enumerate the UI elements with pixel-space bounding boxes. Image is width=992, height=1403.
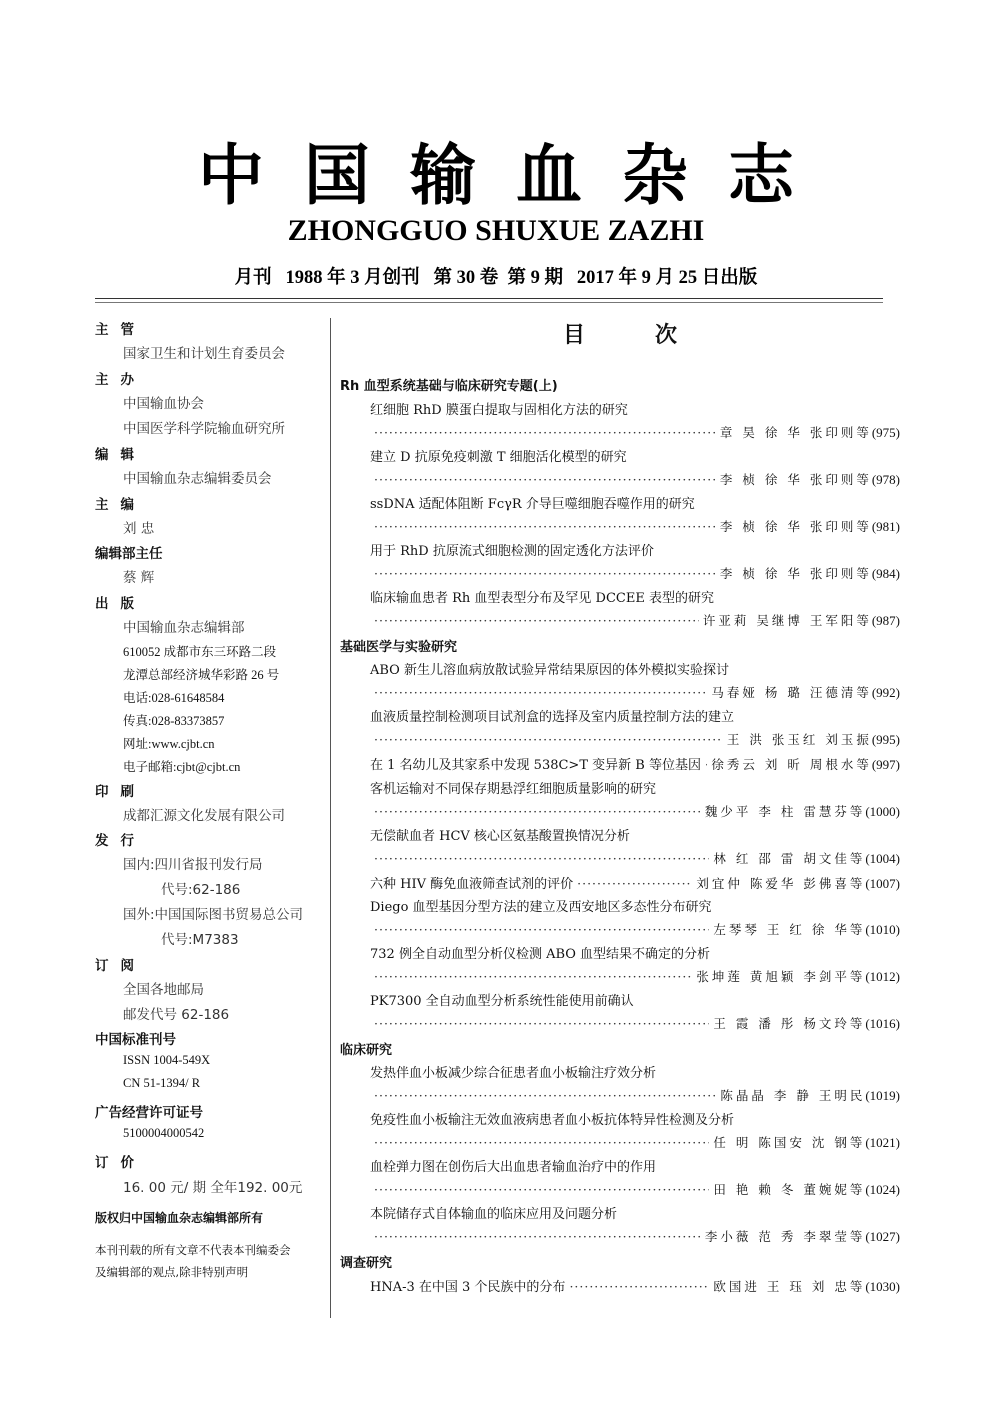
toc-article-authors: 王 霞 潘 彤 杨文玲等 [713, 1016, 866, 1031]
header-rule-thin [95, 302, 883, 303]
toc-article-title[interactable]: 本院储存式自体输血的临床应用及问题分析 [370, 1207, 618, 1222]
toc-article-title[interactable]: PK7300 全自动血型分析系统性能使用前确认 [370, 994, 634, 1009]
toc-article-byline [370, 564, 900, 582]
printer-label: 印刷 [95, 784, 146, 800]
publisher-value: 中国输血杂志编辑部 [123, 620, 245, 636]
toc-article-byline [370, 849, 900, 867]
leader-dots [374, 613, 699, 628]
leader-dots [569, 1279, 709, 1294]
toc-article-page[interactable]: (1012) [865, 969, 900, 984]
toc-article-byline [370, 1180, 900, 1198]
director-value: 蔡 辉 [123, 570, 155, 586]
toc-article-page[interactable]: (997) [871, 757, 900, 772]
toc-article-authors: 张坤莲 黄旭颖 李剑平等 [696, 969, 866, 984]
disclaimer-line-1: 本刊刊载的所有文章不代表本刊编委会 [95, 1243, 291, 1257]
toc-article-title[interactable]: 用于 RhD 抗原流式细胞检测的固定透化方法评价 [370, 544, 654, 559]
toc-article-authors: 徐秀云 刘 昕 周根水等 [711, 757, 872, 772]
toc-article-byline [370, 1227, 900, 1245]
toc-article-page[interactable]: (978) [871, 472, 900, 487]
ad-license-number: 5100004000542 [123, 1126, 205, 1140]
toc-article-title[interactable]: 血栓弹力图在创伤后大出血患者输血治疗中的作用 [370, 1160, 657, 1175]
toc-article-authors: 田 艳 赖 冬 董婉妮等 [713, 1182, 866, 1197]
toc-article-title[interactable]: 建立 D 抗原免疫刺激 T 细胞活化模型的研究 [370, 450, 627, 465]
toc-article-title[interactable]: 红细胞 RhD 膜蛋白提取与固相化方法的研究 [370, 403, 628, 418]
foreign-code: 代号:M7383 [161, 932, 239, 948]
domestic-code: 代号:62-186 [161, 882, 241, 898]
toc-article-byline [370, 920, 900, 938]
leader-dots [374, 851, 709, 866]
leader-dots [374, 1016, 709, 1031]
toc-article-byline [370, 1133, 900, 1151]
toc-article-page[interactable]: (1004) [865, 851, 900, 866]
toc-article-inline [370, 754, 900, 773]
issn: ISSN 1004-549X [123, 1053, 211, 1067]
printer-value: 成都汇源文化发展有限公司 [123, 808, 285, 824]
publisher-label: 出版 [95, 596, 146, 612]
toc-article-page[interactable]: (1019) [865, 1088, 900, 1103]
toc-section-heading: Rh 血型系统基础与临床研究专题(上) [340, 379, 558, 394]
toc-article-title[interactable]: 发热伴血小板减少综合征患者血小板输注疗效分析 [370, 1066, 657, 1081]
toc-article-page[interactable]: (984) [871, 566, 900, 581]
fax: 传真:028-83373857 [123, 714, 225, 728]
leader-dots [374, 732, 723, 747]
standard-number-label: 中国标准刊号 [95, 1032, 176, 1048]
supervisor-label: 主管 [95, 322, 146, 338]
toc-article-title[interactable]: HNA-3 在中国 3 个民族中的分布 [370, 1280, 566, 1295]
leader-dots [705, 757, 707, 772]
toc-article-title[interactable]: Diego 血型基因分型方法的建立及西安地区多态性分布研究 [370, 900, 712, 915]
toc-article-page[interactable]: (1027) [865, 1229, 900, 1244]
toc-article-authors: 王 洪 张玉红 刘玉振 [726, 732, 872, 747]
toc-article-title[interactable]: 免疫性血小板输注无效血液病患者血小板抗体特异性检测及分析 [370, 1113, 735, 1128]
leader-dots [374, 566, 716, 581]
leader-dots [577, 876, 692, 891]
editor-value: 刘 忠 [123, 521, 155, 537]
toc-article-title[interactable]: 在 1 名幼儿及其家系中发现 538C>T 变异新 B 等位基因 [370, 758, 701, 773]
supervisor-value: 国家卫生和计划生育委员会 [123, 346, 285, 362]
editor-label: 主编 [95, 497, 146, 513]
toc-article-byline [370, 470, 900, 488]
toc-article-authors: 魏少平 李 柱 雷慧芬等 [704, 804, 866, 819]
toc-article-title[interactable]: ABO 新生儿溶血病放散试验异常结果原因的体外模拟实验探讨 [370, 663, 729, 678]
address-line-2: 龙潭总部经济城华彩路 26 号 [123, 668, 280, 682]
toc-article-authors: 李小薇 范 秀 李翠莹等 [704, 1229, 866, 1244]
toc-article-title[interactable]: 临床输血患者 Rh 血型表型分布及罕见 DCCEE 表型的研究 [370, 591, 714, 606]
distribution-label: 发行 [95, 833, 146, 849]
toc-article-byline [370, 730, 900, 748]
toc-article-authors: 刘宜仲 陈爱华 彭佛喜等 [696, 876, 866, 891]
toc-article-title[interactable]: 客机运输对不同保存期悬浮红细胞质量影响的研究 [370, 782, 657, 797]
toc-article-title[interactable]: 六种 HIV 酶免血液筛查试剂的评价 [370, 877, 574, 892]
toc-article-authors: 李 桢 徐 华 张印则等 [719, 472, 872, 487]
toc-article-page[interactable]: (995) [871, 732, 900, 747]
journal-title-chinese: 中国输血杂志 [198, 136, 834, 214]
toc-article-authors: 陈晶晶 李 静 王明民 [720, 1088, 866, 1103]
toc-article-byline [370, 611, 900, 629]
leader-dots [374, 1135, 709, 1150]
leader-dots [374, 472, 716, 487]
editorial-value: 中国输血杂志编辑委员会 [123, 471, 272, 487]
domestic-distributor: 国内:四川省报刊发行局 [123, 857, 263, 873]
toc-article-title[interactable]: ssDNA 适配体阻断 FcγR 介导巨噬细胞吞噬作用的研究 [370, 497, 695, 512]
leader-dots [374, 685, 707, 700]
copyright-notice: 版权归中国输血杂志编辑部所有 [95, 1211, 264, 1225]
leader-dots [374, 1088, 716, 1103]
toc-article-title[interactable]: 无偿献血者 HCV 核心区氨基酸置换情况分析 [370, 829, 630, 844]
toc-article-byline [370, 683, 900, 701]
disclaimer-line-2: 及编辑部的观点,除非特别声明 [95, 1265, 249, 1279]
issue-line: 月刊 1988 年 3 月创刊 第 30 卷 第 9 期 2017 年 9 月 25 日出版 [234, 268, 758, 288]
toc-article-authors: 左琴琴 王 红 徐 华等 [713, 922, 866, 937]
toc-article-page[interactable]: (987) [871, 613, 900, 628]
toc-article-inline [370, 1276, 900, 1295]
postal-code: 邮发代号 62-186 [123, 1007, 230, 1023]
subscribe-value: 全国各地邮局 [123, 982, 204, 998]
leader-dots [374, 425, 716, 440]
leader-dots [374, 922, 709, 937]
leader-dots [374, 804, 701, 819]
toc-article-authors: 林 红 邵 雷 胡文佳等 [713, 851, 866, 866]
toc-article-page[interactable]: (1010) [865, 922, 900, 937]
toc-article-page[interactable]: (1030) [865, 1279, 900, 1294]
editorial-label: 编辑 [95, 447, 146, 463]
director-label: 编辑部主任 [95, 546, 163, 562]
sponsor-label: 主办 [95, 372, 146, 388]
address-line-1: 610052 成都市东三环路二段 [123, 645, 277, 659]
toc-article-title[interactable]: 732 例全自动血型分析仪检测 ABO 血型结果不确定的分析 [370, 947, 711, 962]
toc-article-authors: 欧国进 王 珏 刘 忠等 [713, 1279, 866, 1294]
toc-article-byline [370, 967, 900, 985]
column-divider [330, 318, 331, 1318]
toc-article-authors: 许亚莉 吴继博 王军阳等 [702, 613, 872, 628]
toc-article-page[interactable]: (975) [871, 425, 900, 440]
toc-article-page[interactable]: (992) [871, 685, 900, 700]
price-label: 订价 [95, 1155, 146, 1171]
price-value: 16. 00 元/ 期 全年192. 00元 [123, 1180, 303, 1196]
toc-article-inline [370, 873, 900, 892]
toc-article-byline [370, 517, 900, 535]
toc-title: 目次 [562, 323, 747, 348]
website: 网址:www.cjbt.cn [123, 737, 215, 751]
header-rule [95, 298, 883, 299]
phone: 电话:028-61648584 [123, 691, 225, 705]
toc-article-byline [370, 802, 900, 820]
subscribe-label: 订阅 [95, 958, 146, 974]
toc-section-heading: 临床研究 [340, 1043, 393, 1058]
toc-article-page[interactable]: (1007) [865, 876, 900, 891]
ad-license-label: 广告经营许可证号 [95, 1105, 203, 1121]
cn-number: CN 51-1394/ R [123, 1076, 201, 1090]
toc-article-title[interactable]: 血液质量控制检测项目试剂盒的选择及室内质量控制方法的建立 [370, 710, 735, 725]
toc-section-heading: 基础医学与实验研究 [340, 640, 458, 655]
sponsor-value-1: 中国输血协会 [123, 396, 204, 412]
toc-article-authors: 李 桢 徐 华 张印则等 [719, 566, 872, 581]
toc-article-authors: 马春娅 杨 璐 汪德清等 [711, 685, 872, 700]
leader-dots [374, 1229, 701, 1244]
email: 电子邮箱:cjbt@cjbt.cn [123, 760, 241, 774]
toc-article-authors: 章 昊 徐 华 张印则等 [719, 425, 872, 440]
journal-title-pinyin: ZHONGGUO SHUXUE ZAZHI [287, 214, 705, 247]
toc-article-page[interactable]: (1021) [865, 1135, 900, 1150]
toc-article-page[interactable]: (981) [871, 519, 900, 534]
foreign-distributor: 国外:中国国际图书贸易总公司 [123, 907, 304, 923]
toc-article-page[interactable]: (1016) [865, 1016, 900, 1031]
leader-dots [374, 969, 692, 984]
leader-dots [374, 1182, 709, 1197]
toc-article-byline [370, 1014, 900, 1032]
toc-article-authors: 任 明 陈国安 沈 钢等 [713, 1135, 866, 1150]
toc-article-byline [370, 1086, 900, 1104]
toc-article-page[interactable]: (1024) [865, 1182, 900, 1197]
sponsor-value-2: 中国医学科学院输血研究所 [123, 421, 285, 437]
toc-section-heading: 调查研究 [340, 1256, 393, 1271]
toc-article-page[interactable]: (1000) [865, 804, 900, 819]
toc-article-byline [370, 423, 900, 441]
toc-article-authors: 李 桢 徐 华 张印则等 [719, 519, 872, 534]
leader-dots [374, 519, 716, 534]
